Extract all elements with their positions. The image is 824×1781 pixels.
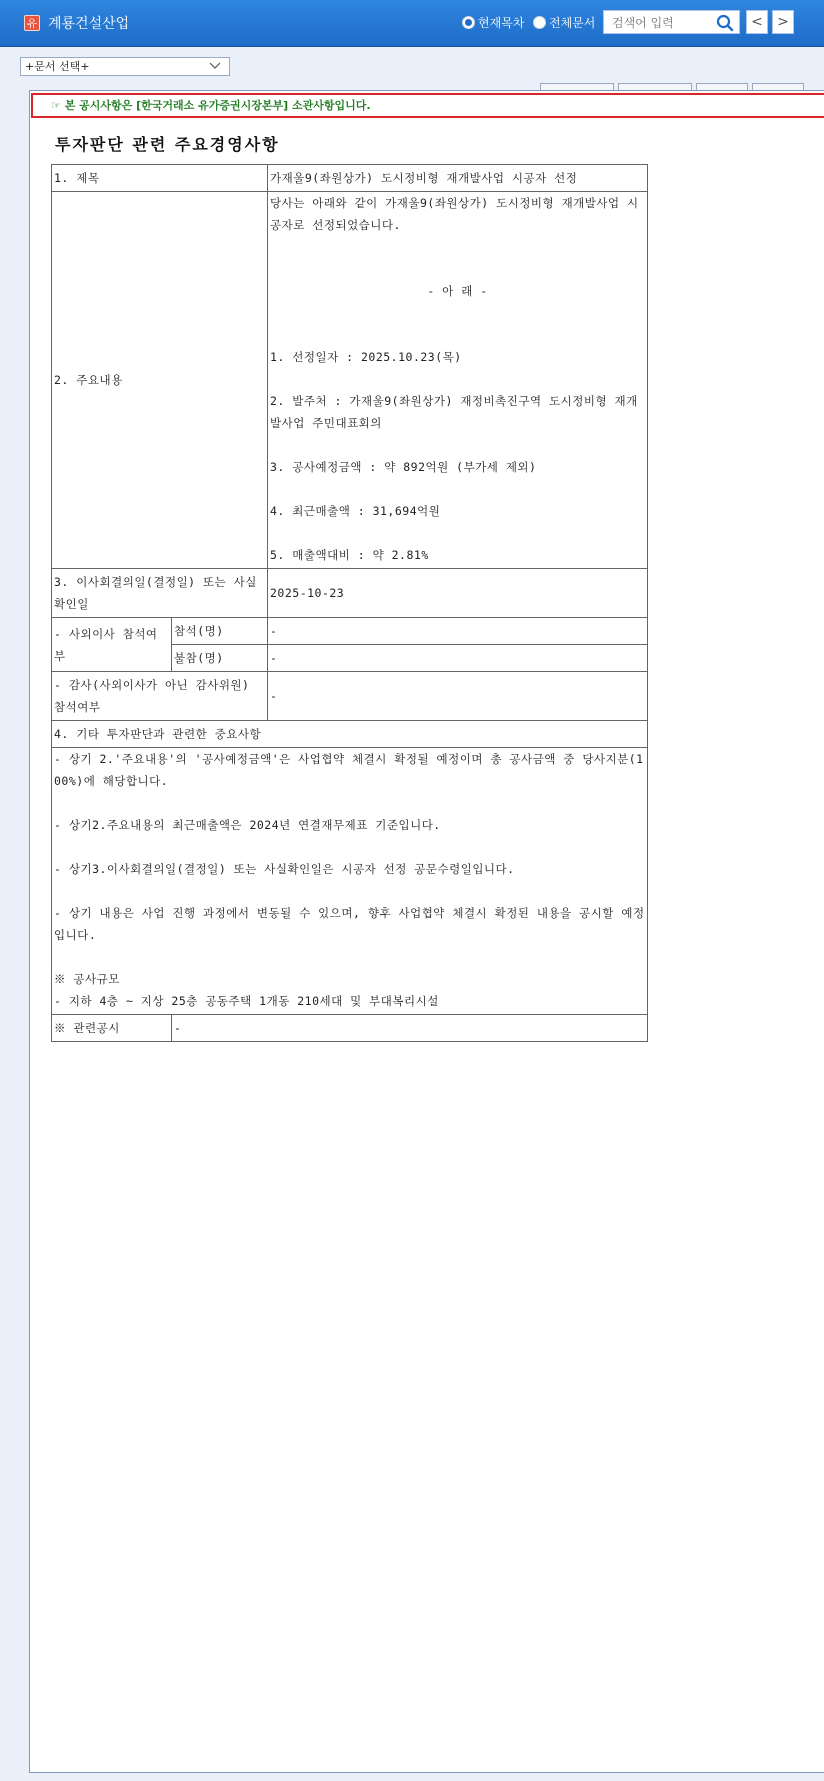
table-label-cell: 1. 제목 [52,165,268,192]
content-item: 1. 선정일자 : 2025.10.23(목) [270,350,462,364]
table-sublabel-cell: 참석(명) [172,618,268,645]
table-value-cell: - [268,645,648,672]
table-value-cell: - [172,1015,648,1042]
table-value-cell: 2025-10-23 [268,569,648,618]
search-input[interactable] [610,12,719,34]
content-heading: - 아 래 - [427,284,488,298]
table-label-cell: - 사외이사 참석여부 [52,618,172,672]
table-value-cell: 가재울9(좌원상가) 도시정비형 재개발사업 시공자 선정 [268,165,648,192]
page-title: 투자판단 관련 주요경영사항 [55,135,280,154]
main-content-cell [268,192,648,569]
company-name: 계룡건설산업 [48,16,130,32]
note-paragraph: - 상기3.이사회결의일(결정일) 또는 사실확인일은 시공자 선정 공문수령일입니다. [54,862,515,876]
radio-current-label: 현재목차 [478,16,525,30]
other-matters-cell [52,748,648,1015]
note-paragraph: - 상기2.주요내용의 최근매출액은 2024년 연결재무제표 기준입니다. [54,818,441,832]
content-item: 2. 발주처 : 가재울9(좌원상가) 재정비촉진구역 도시정비형 재개발사업 주민대표회의 [270,394,638,430]
radio-all-label: 전체문서 [549,16,596,30]
content-item: 4. 최근매출액 : 31,694억원 [270,504,441,518]
radio-unselected-icon[interactable] [533,16,546,29]
table-label-cell: ※ 관련공시 [52,1015,172,1042]
table-row [52,569,648,618]
document-select[interactable] [20,57,230,76]
disclosure-table [51,164,648,1042]
table-row [52,1015,648,1042]
table-value-cell: - [268,672,648,721]
table-value-cell: - [268,618,648,645]
table-row [52,672,648,721]
search-icon[interactable] [716,14,734,35]
note-paragraph: - 상기 내용은 사업 진행 과정에서 변동될 수 있으며, 향후 사업협약 체결시 확정된 내용을 공시할 예정입니다. [54,906,645,942]
table-row [52,192,648,569]
radio-current-toc[interactable] [462,14,524,31]
table-sublabel-cell: 불참(명) [172,645,268,672]
note-paragraph: ※ 공사규모 [54,972,120,986]
table-label-cell: - 감사(사외이사가 아닌 감사위원) 참석여부 [52,672,268,721]
content-intro: 당사는 아래와 같이 가재울9(좌원상가) 도시정비형 재개발사업 시공자로 선정되었습니다. [270,196,639,232]
chevron-down-icon [209,60,221,77]
table-row [52,618,648,645]
search-box[interactable] [603,10,740,34]
table-label-cell: 3. 이사회결의일(결정일) 또는 사실확인일 [52,569,268,618]
table-label-cell: 4. 기타 투자판단과 관련한 중요사항 [52,721,648,748]
radio-all-docs[interactable] [533,14,595,31]
content-item: 5. 매출액대비 : 약 2.81% [270,548,429,562]
table-row [52,165,648,192]
note-paragraph: - 지하 4층 ~ 지상 25층 공동주택 1개동 210세대 및 부대복리시설 [54,994,439,1008]
prev-button[interactable]: < [746,10,768,34]
radio-selected-icon[interactable] [462,16,475,29]
table-label-cell: 2. 주요내용 [52,192,268,569]
document-select-value: +문서 선택+ [25,60,90,73]
content-item: 3. 공사예정금액 : 약 892억원 (부가세 제외) [270,460,537,474]
company-badge: 유 [24,15,40,31]
note-paragraph: - 상기 2.'주요내용'의 '공사예정금액'은 사업협약 체결시 확정될 예정이며 총 공사금액 중 당사지분(100%)에 해당합니다. [54,752,644,788]
table-row [52,748,648,1015]
table-row [52,721,648,748]
next-button[interactable]: > [772,10,794,34]
jurisdiction-notice: ☞ 본 공시사항은 [한국거래소 유가증권시장본부] 소관사항입니다. [31,93,824,118]
header-bar [0,0,824,47]
